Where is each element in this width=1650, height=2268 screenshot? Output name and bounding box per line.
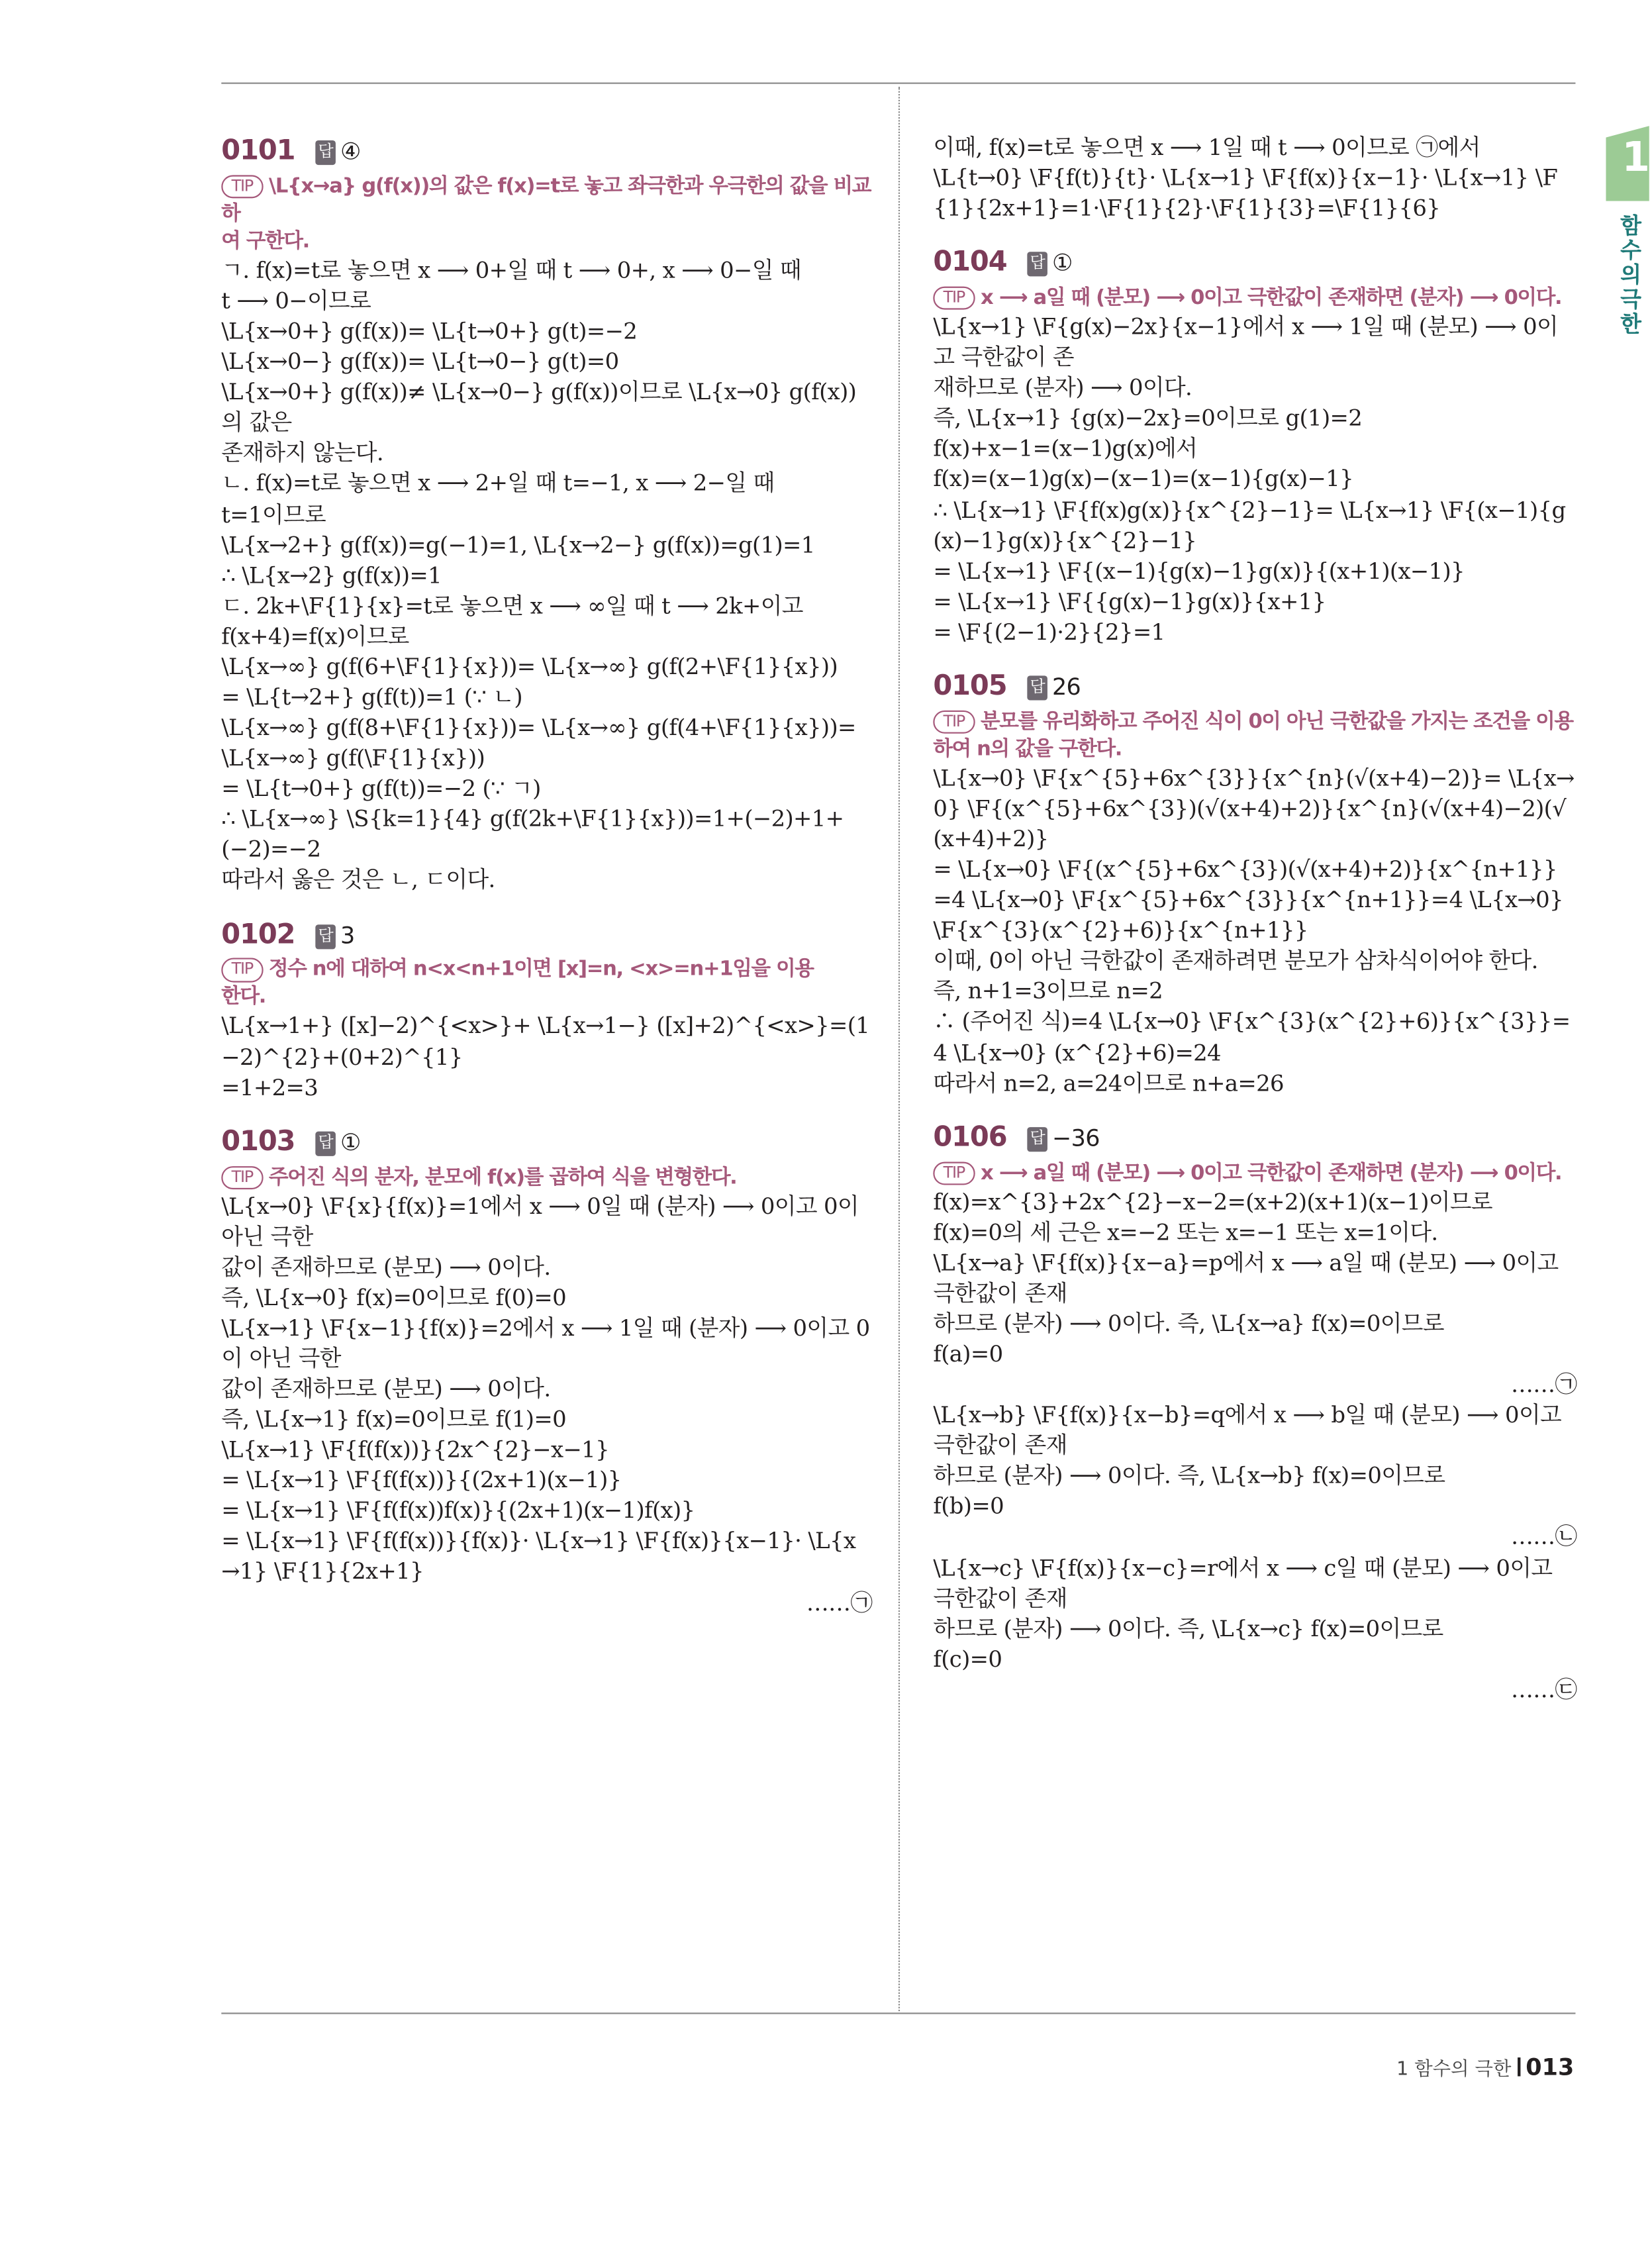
tip-line bbox=[933, 709, 1577, 736]
solution-line: f(x)=x^{3}+2x^{2}−x−2=(x+2)(x+1)(x−1)이므로 bbox=[933, 1189, 1492, 1215]
solution-line: t=1이므로 bbox=[221, 501, 326, 528]
solution-line: 즉, n+1=3이므로 n=2 bbox=[933, 978, 1163, 1005]
bottom-rule bbox=[221, 2012, 1575, 2014]
solution-line: 이때, f(x)=t로 놓으면 x ⟶ 1일 때 t ⟶ 0이므로 ㉠에서 bbox=[933, 134, 1480, 161]
problem-header bbox=[221, 1124, 872, 1161]
solution-line: \L{x→0+} g(f(x))≠ \L{x→0−} g(f(x))이므로 \L{x→0} g(f(x))의 값은 bbox=[221, 379, 857, 436]
equation-marker: ……㉠ bbox=[806, 1589, 873, 1616]
solution-line: f(x)=(x−1)g(x)−(x−1)=(x−1){g(x)−1} bbox=[933, 466, 1354, 493]
tip-badge: TIP bbox=[221, 175, 263, 199]
solution-line: \L{x→∞} g(f(6+\F{1}{x}))= \L{x→∞} g(f(2+\F{1}{x})) bbox=[221, 654, 838, 680]
answer-value: 26 bbox=[1051, 672, 1081, 701]
solution-line: 값이 존재하므로 (분모) ⟶ 0이다. bbox=[221, 1375, 551, 1403]
right-column bbox=[933, 133, 1577, 1706]
answer-label-icon: 답 bbox=[1027, 252, 1047, 277]
solution-line: = \L{x→1} \F{(x−1){g(x)−1}g(x)}{(x+1)(x−1)} bbox=[933, 558, 1465, 585]
tip-line bbox=[221, 173, 872, 228]
solution-line: \L{x→1} \F{f(f(x))}{2x^{2}−x−1} bbox=[221, 1437, 609, 1463]
problem-number: 0102 bbox=[221, 918, 295, 950]
solution-line: 이때, 0이 아닌 극한값이 존재하려면 분모가 삼차식이어야 한다. bbox=[933, 948, 1538, 975]
chapter-title: 함수의 극한 bbox=[1620, 213, 1641, 338]
footer-separator bbox=[1517, 2057, 1520, 2076]
equation-marker: ……㉡ bbox=[1510, 1524, 1577, 1551]
tip-text: x ⟶ a일 때 (분모) ⟶ 0이고 극한값이 존재하면 (분자) ⟶ 0이다. bbox=[980, 286, 1562, 310]
solution-line: \L{x→1} \F{g(x)−2x}{x−1}에서 x ⟶ 1일 때 (분모) ⟶ 0이고 극한값이 존 bbox=[933, 314, 1559, 371]
answer-value: −36 bbox=[1051, 1124, 1100, 1152]
solution-line: = \L{x→1} \F{f(f(x))}{(2x+1)(x−1)} bbox=[221, 1467, 622, 1494]
solution-line: = \L{x→1} \F{f(f(x))f(x)}{(2x+1)(x−1)f(x)} bbox=[221, 1498, 695, 1524]
solution-line: \L{x→1+} ([x]−2)^{<x>}+ \L{x→1−} ([x]+2)^{<x>}=(1−2)^{2}+(0+2)^{1} bbox=[221, 1013, 870, 1070]
answer-value: ① bbox=[1051, 249, 1073, 277]
chapter-number: 1 bbox=[1622, 133, 1650, 181]
answer-value: 3 bbox=[340, 920, 355, 949]
solution-line: ∴ \L{x→1} \F{f(x)g(x)}{x^{2}−1}= \L{x→1} \F{(x−1){g(x)−1}g(x)}{x^{2}−1} bbox=[933, 497, 1566, 554]
problem-number: 0104 bbox=[933, 246, 1007, 279]
solution-line: =4 \L{x→0} \F{x^{5}+6x^{3}}{x^{n+1}}=4 \L{x→0} \F{x^{3}(x^{2}+6)}{x^{n+1}} bbox=[933, 887, 1563, 944]
problem-number: 0103 bbox=[221, 1125, 295, 1158]
answer-label-icon: 답 bbox=[1027, 1126, 1047, 1151]
tip-text: 한다. bbox=[221, 985, 266, 1009]
answer-label-icon: 답 bbox=[1027, 675, 1047, 700]
problem-header bbox=[933, 668, 1577, 705]
problem-header bbox=[221, 133, 872, 170]
problem-number: 0105 bbox=[933, 669, 1007, 702]
tip-text: 하여 n의 값을 구한다. bbox=[933, 737, 1122, 761]
solution-line: 재하므로 (분자) ⟶ 0이다. bbox=[933, 375, 1192, 401]
solution-line: \L{x→2+} g(f(x))=g(−1)=1, \L{x→2−} g(f(x))=g(1)=1 bbox=[221, 532, 815, 558]
tip-badge: TIP bbox=[933, 1161, 975, 1185]
solution-line: ㄷ. 2k+\F{1}{x}=t로 놓으면 x ⟶ ∞일 때 t ⟶ 2k+이고 bbox=[221, 593, 803, 619]
equation-marker: ……㉠ bbox=[1510, 1371, 1577, 1398]
problem-number: 0106 bbox=[933, 1120, 1007, 1153]
problem-header bbox=[933, 245, 1577, 282]
tip-continuation bbox=[933, 736, 1577, 764]
solution-line: 하므로 (분자) ⟶ 0이다. 즉, \L{x→c} f(x)=0이므로 bbox=[933, 1615, 1443, 1642]
solution-line: 따라서 n=2, a=24이므로 n+a=26 bbox=[933, 1070, 1284, 1097]
solution-line: = \L{x→0} \F{(x^{5}+6x^{3})(√(x+4)+2)}{x^{n+1}} bbox=[933, 856, 1557, 883]
solution-line: f(x+4)=f(x)이므로 bbox=[221, 623, 409, 650]
solution-line: 존재하지 않는다. bbox=[221, 440, 383, 467]
answer-label-icon: 답 bbox=[315, 1131, 336, 1156]
tip-text: 주어진 식의 분자, 분모에 f(x)를 곱하여 식을 변형한다. bbox=[268, 1165, 737, 1189]
tip-text: x ⟶ a일 때 (분모) ⟶ 0이고 극한값이 존재하면 (분자) ⟶ 0이다. bbox=[980, 1161, 1562, 1185]
solution-line: 즉, \L{x→1} f(x)=0이므로 f(1)=0 bbox=[221, 1406, 566, 1433]
solution-line: \L{x→0} \F{x^{5}+6x^{3}}{x^{n}(√(x+4)−2)}= \L{x→0} \F{(x^{5}+6x^{3})(√(x+4)+2)}{x^{n}(√(x+4)−2)(√(x+4)+2)} bbox=[933, 765, 1575, 852]
tip-line bbox=[933, 1159, 1577, 1187]
solution-line: \L{x→b} \F{f(x)}{x−b}=q에서 x ⟶ b일 때 (분모) ⟶ 0이고 극한값이 존재 bbox=[933, 1402, 1562, 1459]
solution-line: 즉, \L{x→0} f(x)=0이므로 f(0)=0 bbox=[221, 1284, 566, 1311]
left-column bbox=[221, 133, 872, 1618]
page-number: 013 bbox=[1526, 2053, 1575, 2081]
solution-line: = \L{t→2+} g(f(t))=1 (∵ ㄴ) bbox=[221, 684, 522, 711]
footer-chapter: 1 함수의 극한 bbox=[1396, 2059, 1512, 2081]
solution-line: = \L{x→1} \F{f(f(x))}{f(x)}· \L{x→1} \F{f(x)}{x−1}· \L{x→1} \F{1}{2x+1} bbox=[221, 1528, 856, 1585]
solution-line: t ⟶ 0−이므로 bbox=[221, 287, 371, 315]
tip-line bbox=[933, 285, 1577, 313]
answer-value: ④ bbox=[340, 137, 361, 166]
equation-marker: ……㉢ bbox=[1510, 1677, 1577, 1703]
top-rule bbox=[221, 83, 1575, 84]
solution-line: =1+2=3 bbox=[221, 1074, 318, 1101]
tip-line bbox=[221, 957, 872, 985]
solution-line: 따라서 옳은 것은 ㄴ, ㄷ이다. bbox=[221, 867, 495, 894]
answer-label-icon: 답 bbox=[315, 924, 336, 948]
solution-line: \L{x→0} \F{x}{f(x)}=1에서 x ⟶ 0일 때 (분자) ⟶ 0이고 0이 아닌 극한 bbox=[221, 1193, 859, 1250]
solution-line: = \L{x→1} \F{{g(x)−1}g(x)}{x+1} bbox=[933, 588, 1326, 615]
solution-line: ㄱ. f(x)=t로 놓으면 x ⟶ 0+일 때 t ⟶ 0+, x ⟶ 0−일 때 bbox=[221, 257, 802, 284]
tip-badge: TIP bbox=[221, 958, 263, 982]
tip-text: \L{x→a} g(f(x))의 값은 f(x)=t로 놓고 좌극한과 우극한의 값을 비교하 bbox=[221, 175, 871, 226]
tip-continuation bbox=[221, 985, 872, 1012]
answer-value: ① bbox=[340, 1128, 361, 1156]
solution-line: \L{x→c} \F{f(x)}{x−c}=r에서 x ⟶ c일 때 (분모) ⟶ 0이고 극한값이 존재 bbox=[933, 1554, 1553, 1612]
solution-line: ∴ \L{x→2} g(f(x))=1 bbox=[221, 562, 442, 589]
answer-label-icon: 답 bbox=[315, 140, 336, 165]
solution-line: 값이 존재하므로 (분모) ⟶ 0이다. bbox=[221, 1254, 551, 1281]
solution-line: ㄴ. f(x)=t로 놓으면 x ⟶ 2+일 때 t=−1, x ⟶ 2−일 때 bbox=[221, 471, 775, 497]
solution-line: \L{x→0+} g(f(x))= \L{t→0+} g(t)=−2 bbox=[221, 318, 638, 345]
solution-line: ∴ \L{x→∞} \S{k=1}{4} g(f(2k+\F{1}{x}))=1+(−2)+1+(−2)=−2 bbox=[221, 806, 844, 863]
solution-line: 하므로 (분자) ⟶ 0이다. 즉, \L{x→a} f(x)=0이므로 bbox=[933, 1310, 1444, 1337]
solution-line: f(b)=0 bbox=[933, 1493, 1004, 1520]
tip-text: 분모를 유리화하고 주어진 식이 0이 아닌 극한값을 가지는 조건을 이용 bbox=[980, 710, 1573, 734]
problem-header bbox=[933, 1120, 1577, 1157]
tip-text: 정수 n에 대하여 n<x<n+1이면 [x]=n, <x>=n+1임을 이용 bbox=[268, 958, 814, 982]
solution-line: 즉, \L{x→1} {g(x)−2x}=0이므로 g(1)=2 bbox=[933, 405, 1363, 432]
solution-line: f(x)+x−1=(x−1)g(x)에서 bbox=[933, 436, 1198, 462]
solution-line: \L{t→0} \F{f(t)}{t}· \L{x→1} \F{f(x)}{x−1}· \L{x→1} \F{1}{2x+1}=1·\F{1}{2}·\F{1}{3}=\F{1}{6} bbox=[933, 165, 1558, 222]
solution-line: = \F{(2−1)·2}{2}=1 bbox=[933, 618, 1165, 646]
solution-line: f(a)=0 bbox=[933, 1341, 1003, 1367]
tip-badge: TIP bbox=[933, 287, 975, 311]
solution-line: f(c)=0 bbox=[933, 1646, 1002, 1673]
tip-continuation bbox=[221, 228, 872, 256]
column-divider bbox=[898, 87, 900, 2011]
tip-line bbox=[221, 1164, 872, 1192]
problem-number: 0101 bbox=[221, 134, 295, 167]
page-footer bbox=[1396, 2053, 1574, 2081]
solution-line: = \L{t→0+} g(f(t))=−2 (∵ ㄱ) bbox=[221, 775, 541, 803]
tip-badge: TIP bbox=[221, 1165, 263, 1189]
solution-line: \L{x→∞} g(f(8+\F{1}{x}))= \L{x→∞} g(f(4+\F{1}{x}))= \L{x→∞} g(f(\F{1}{x})) bbox=[221, 715, 856, 771]
solution-line: \L{x→0−} g(f(x))= \L{t→0−} g(t)=0 bbox=[221, 348, 619, 375]
solution-line: ∴ (주어진 식)=4 \L{x→0} \F{x^{3}(x^{2}+6)}{x^{3}}=4 \L{x→0} (x^{2}+6)=24 bbox=[933, 1009, 1571, 1066]
problem-header bbox=[221, 916, 872, 954]
solution-line: \L{x→1} \F{x−1}{f(x)}=2에서 x ⟶ 1일 때 (분자) ⟶ 0이고 0이 아닌 극한 bbox=[221, 1314, 870, 1372]
solution-line: 하므로 (분자) ⟶ 0이다. 즉, \L{x→b} f(x)=0이므로 bbox=[933, 1463, 1445, 1489]
tip-badge: TIP bbox=[933, 710, 975, 734]
solution-line: \L{x→a} \F{f(x)}{x−a}=p에서 x ⟶ a일 때 (분모) ⟶ 0이고 극한값이 존재 bbox=[933, 1250, 1559, 1307]
solution-line: f(x)=0의 세 근은 x=−2 또는 x=−1 또는 x=1이다. bbox=[933, 1219, 1438, 1246]
tip-text: 여 구한다. bbox=[221, 230, 309, 254]
